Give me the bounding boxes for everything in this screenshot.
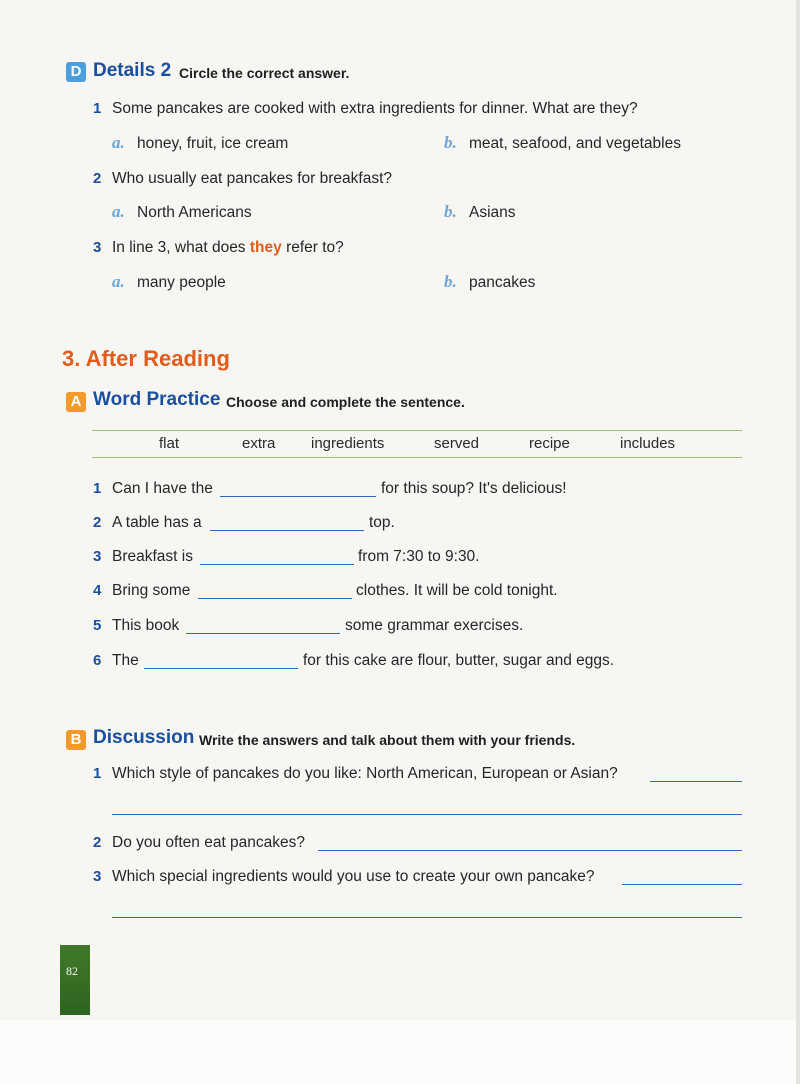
word-box-top-rule <box>92 430 742 431</box>
section-badge-b: B <box>66 730 86 750</box>
answer-blank[interactable] <box>210 530 364 531</box>
question-number: 2 <box>93 170 102 187</box>
sentence-before: A table has a <box>112 514 202 531</box>
option-a-text[interactable]: North Americans <box>137 204 252 221</box>
page-edge <box>796 0 800 1084</box>
sentence-after: for this cake are flour, butter, sugar and eggs. <box>303 652 615 669</box>
option-a-text[interactable]: many people <box>137 274 226 291</box>
answer-line[interactable] <box>112 814 742 815</box>
page-number-bar <box>60 945 90 1015</box>
details2-instruction: Circle the correct answer. <box>179 65 350 81</box>
page-number: 82 <box>66 964 78 978</box>
answer-line[interactable] <box>650 781 742 782</box>
sentence-after: from 7:30 to 9:30. <box>358 548 480 565</box>
sentence-number: 5 <box>93 617 102 634</box>
sentence-after: clothes. It will be cold tonight. <box>356 582 558 599</box>
question-text-after: refer to? <box>286 239 344 256</box>
answer-blank[interactable] <box>186 633 340 634</box>
answer-blank[interactable] <box>198 598 352 599</box>
option-b-letter[interactable]: b. <box>444 133 457 152</box>
option-a-letter[interactable]: a. <box>112 133 125 152</box>
question-number: 1 <box>93 765 102 782</box>
question-text: Some pancakes are cooked with extra ingredients for dinner. What are they? <box>112 100 638 117</box>
question-text-before: In line 3, what does <box>112 239 246 256</box>
word-box-bottom-rule <box>92 457 742 458</box>
sentence-before: This book <box>112 617 180 634</box>
option-a-letter[interactable]: a. <box>112 272 125 291</box>
discussion-title: Discussion <box>93 727 195 748</box>
option-b-letter[interactable]: b. <box>444 272 457 291</box>
option-b-text[interactable]: meat, seafood, and vegetables <box>469 135 681 152</box>
word-bank-item: flat <box>159 435 180 452</box>
details2-title: Details 2 <box>93 60 172 81</box>
answer-line[interactable] <box>112 917 742 918</box>
question-number: 3 <box>93 239 102 256</box>
option-b-letter[interactable]: b. <box>444 202 457 221</box>
after-reading-heading: 3. After Reading <box>62 346 230 371</box>
answer-blank[interactable] <box>144 668 298 669</box>
sentence-before: Bring some <box>112 582 191 599</box>
answer-line[interactable] <box>318 850 742 851</box>
sentence-before: The <box>112 652 139 669</box>
question-number: 1 <box>93 100 102 117</box>
sentence-number: 3 <box>93 548 102 565</box>
sentence-before: Can I have the <box>112 480 213 497</box>
word-practice-instruction: Choose and complete the sentence. <box>226 394 465 410</box>
sentence-after: some grammar exercises. <box>345 617 524 634</box>
sentence-after: top. <box>369 514 395 531</box>
word-practice-title: Word Practice <box>93 389 221 410</box>
question-text: Which special ingredients would you use to create your own pancake? <box>112 868 595 885</box>
question-text: Who usually eat pancakes for breakfast? <box>112 170 393 187</box>
question-text: Do you often eat pancakes? <box>112 834 306 851</box>
question-number: 3 <box>93 868 102 885</box>
question-text: Which style of pancakes do you like: North American, European or Asian? <box>112 765 618 782</box>
sentence-number: 2 <box>93 514 102 531</box>
word-bank-item: recipe <box>529 435 570 452</box>
word-bank-item: extra <box>242 435 276 452</box>
answer-blank[interactable] <box>200 564 354 565</box>
scan-bottom-margin <box>0 1020 800 1084</box>
option-a-text[interactable]: honey, fruit, ice cream <box>137 135 289 152</box>
highlight-word: they <box>249 239 282 256</box>
word-bank-item: ingredients <box>311 435 385 452</box>
answer-blank[interactable] <box>220 496 376 497</box>
sentence-number: 4 <box>93 582 102 599</box>
word-bank-item: served <box>434 435 480 452</box>
sentence-before: Breakfast is <box>112 548 193 565</box>
section-badge-a: A <box>66 392 86 412</box>
word-bank-item: includes <box>620 435 676 452</box>
sentence-number: 1 <box>93 480 102 497</box>
discussion-instruction: Write the answers and talk about them with your friends. <box>199 732 576 748</box>
answer-line[interactable] <box>622 884 742 885</box>
question-number: 2 <box>93 834 102 851</box>
option-b-text[interactable]: pancakes <box>469 274 536 291</box>
section-badge-d: D <box>66 62 86 82</box>
option-a-letter[interactable]: a. <box>112 202 125 221</box>
option-b-text[interactable]: Asians <box>469 204 516 221</box>
question-text <box>112 239 344 257</box>
sentence-after: for this soup? It's delicious! <box>381 480 567 497</box>
sentence-number: 6 <box>93 652 102 669</box>
